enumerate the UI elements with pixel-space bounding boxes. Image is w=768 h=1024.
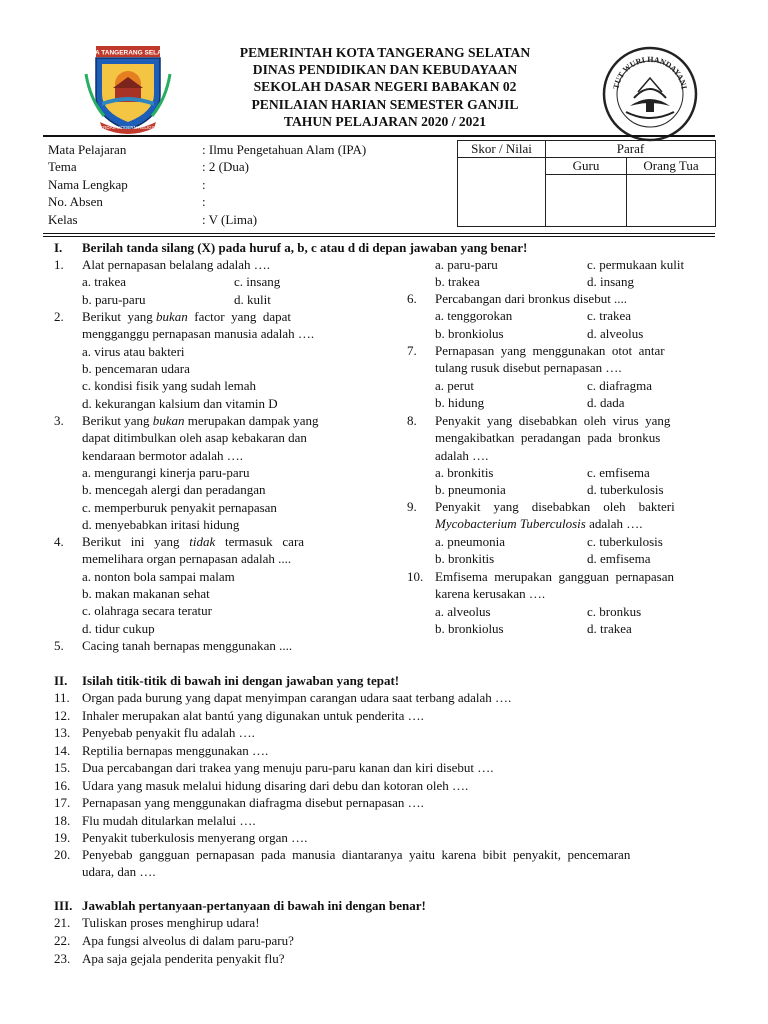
value-kelas: : V (Lima) (202, 212, 258, 227)
option-a[interactable]: a. tenggorokan (435, 308, 513, 323)
option-d[interactable]: d. menyebabkan iritasi hidung (82, 517, 240, 532)
option-d[interactable]: d. emfisema (587, 551, 651, 566)
option-d[interactable]: d. insang (587, 274, 634, 289)
score-table (457, 140, 716, 227)
item-number: 21. (54, 915, 71, 930)
value-mata-pelajaran: : Ilmu Pengetahuan Alam (IPA) (202, 142, 367, 157)
item-text: Tuliskan proses menghirup udara! (82, 915, 260, 930)
emphasis: bukan (156, 309, 188, 324)
question-10 (407, 568, 717, 638)
option-c[interactable]: c. insang (234, 274, 281, 289)
question-text-line-3: kendaraan bermotor adalah …. (82, 448, 243, 463)
text: Berikut ini yang (82, 534, 190, 549)
emphasis: bukan (152, 413, 185, 428)
question-6 (407, 290, 717, 342)
question-text-line-1: Penyebab gangguan pernapasan pada manusia diantaranya yaitu karena bibit penyakit, pencemaran (82, 847, 631, 862)
header-line-1: PEMERINTAH KOTA TANGERANG SELATAN (239, 45, 531, 60)
question-text-line-2: tulang rusuk disebut pernapasan …. (435, 360, 622, 375)
option-b[interactable]: b. bronkiolus (435, 621, 504, 636)
text: Berikut yang (82, 309, 157, 324)
value-tema: : 2 (Dua) (202, 159, 249, 174)
item-text: Penyakit tuberkulosis menyerang organ …. (82, 830, 308, 845)
option-b[interactable]: b. hidung (435, 395, 485, 410)
tut-wuri-handayani-logo (596, 40, 704, 148)
option-a[interactable]: a. virus atau bakteri (82, 344, 185, 359)
item-number: 18. (54, 812, 71, 828)
header-line-3: SEKOLAH DASAR NEGERI BABAKAN 02 (253, 79, 517, 95)
item-number: 19. (54, 830, 71, 845)
svg-text:TUT WURI HANDAYANI (611, 55, 688, 90)
list-item (54, 759, 494, 776)
item-number: 14. (54, 742, 71, 758)
question-text-line-2: mengganggu pernapasan manusia adalah …. (82, 326, 315, 341)
section-3-title: Jawablah pertanyaan-pertanyaan di bawah ini dengan benar! (82, 898, 426, 913)
text: Berikut yang (82, 413, 153, 428)
question-text: Alat pernapasan belalang adalah …. (82, 257, 271, 272)
item-text: Inhaler merupakan alat bantú yang digunakan untuk penderita …. (82, 707, 424, 723)
option-b[interactable]: b. pneumonia (435, 482, 506, 497)
school-header (180, 44, 590, 130)
emphasis: Mycobacterium Tuberculosis (435, 516, 586, 531)
question-number: 10. (407, 569, 424, 584)
question-2 (54, 308, 364, 412)
question-text-line-1 (82, 308, 364, 325)
question-text-line-2 (435, 515, 642, 532)
score-header: Skor / Nilai (458, 141, 546, 158)
option-a[interactable]: a. trakea (82, 274, 127, 289)
logo-left-motto: CERDAS MODERN RELIGIUS (96, 125, 160, 130)
divider-top (43, 233, 715, 234)
item-text: Apa saja gejala penderita penyakit flu? (82, 951, 285, 966)
option-c[interactable]: c. tuberkulosis (587, 534, 663, 549)
logo-right-text: TUT WURI HANDAYANI (611, 54, 689, 90)
question-number: 5. (54, 638, 64, 653)
option-c[interactable]: c. kondisi fisik yang sudah lemah (82, 378, 257, 393)
item-number: 11. (54, 690, 70, 705)
question-text-line-1: Penyakit yang disebabkan oleh virus yang (435, 413, 671, 428)
section-2-heading (54, 672, 399, 689)
option-b[interactable]: b. bronkitis (435, 551, 495, 566)
question-8 (407, 412, 717, 499)
item-text: Organ pada burung yang dapat menyimpan carangan udara saat terbang adalah …. (82, 690, 512, 705)
section-2-number: II. (54, 673, 68, 688)
list-item (54, 777, 468, 794)
section-2-title: Isilah titik-titik di bawah ini dengan jawaban yang tepat! (82, 673, 400, 688)
option-b[interactable]: b. makan makanan sehat (82, 586, 210, 601)
header-line-2: DINAS PENDIDIKAN DAN KEBUDAYAAN (252, 62, 518, 78)
item-text: Penyebab penyakit flu adalah …. (82, 725, 255, 740)
question-4 (54, 533, 364, 637)
item-text: Apa fungsi alveolus di dalam paru-paru? (82, 933, 294, 948)
label-no-absen: No. Absen (48, 194, 103, 209)
logo-left-text: KOTA TANGERANG SELATAN (82, 49, 174, 57)
text: factor yang dapat (187, 309, 292, 324)
option-a[interactable]: a. alveolus (435, 604, 491, 619)
question-text-line-1 (82, 412, 318, 429)
question-number: 20. (54, 847, 71, 862)
option-a[interactable]: a. paru-paru (435, 257, 498, 272)
orang-tua-header: Orang Tua (627, 158, 716, 175)
question-text-line-1: Penyakit yang disebabkan oleh bakteri (435, 499, 675, 514)
question-20 (54, 846, 716, 881)
question-number: 1. (54, 257, 64, 272)
orang-tua-signature-box[interactable] (627, 175, 716, 227)
label-tema: Tema (48, 159, 77, 174)
item-text: Reptilia bernapas menggunakan …. (82, 742, 269, 758)
value-nama-lengkap: : (202, 177, 206, 192)
item-text: Udara yang masuk melalui hidung disaring dari debu dan kotoran oleh …. (82, 777, 469, 793)
question-number: 2. (54, 309, 64, 324)
option-d[interactable]: d. trakea (587, 621, 632, 636)
list-item (54, 950, 285, 967)
option-c[interactable]: c. memperburuk penyakit pernapasan (82, 500, 277, 515)
question-text-line-2: karena kerusakan …. (435, 586, 546, 601)
question-5 (54, 637, 364, 654)
section-1-number: I. (54, 240, 63, 255)
header-line-4: PENILAIAN HARIAN SEMESTER GANJIL (251, 96, 519, 112)
option-a[interactable]: a. mengurangi kinerja paru-paru (82, 465, 250, 480)
header-divider (43, 135, 715, 137)
text: adalah …. (585, 516, 643, 531)
option-d[interactable]: d. alveolus (587, 326, 644, 341)
question-3 (54, 412, 364, 534)
question-number: 8. (407, 413, 417, 428)
emphasis: tidak (189, 534, 216, 549)
option-d[interactable]: d. kulit (234, 292, 271, 307)
value-no-absen: : (202, 194, 206, 209)
question-9 (407, 498, 717, 568)
option-c[interactable]: c. diafragma (587, 378, 652, 393)
list-item (54, 707, 424, 724)
section-3-number: III. (54, 898, 73, 913)
item-number: 16. (54, 777, 71, 793)
option-c[interactable]: c. olahraga secara teratur (82, 603, 212, 618)
text: termasuk cara (215, 534, 305, 549)
option-a[interactable]: a. perut (435, 378, 474, 393)
list-item (54, 812, 256, 829)
question-text-line-2: memelihara organ pernapasan adalah .... (82, 551, 292, 566)
question-text-line-1 (82, 533, 304, 550)
option-d[interactable]: d. tuberkulosis (587, 482, 664, 497)
option-b[interactable]: b. bronkiolus (435, 326, 504, 341)
question-number: 7. (407, 343, 417, 358)
item-text: Pernapasan yang menggunakan diafragma disebut pernapasan …. (82, 795, 424, 810)
divider-bottom (43, 236, 715, 237)
list-item (54, 829, 307, 846)
option-d[interactable]: d. tidur cukup (82, 621, 155, 636)
question-text: Percabangan dari bronkus disebut .... (435, 291, 628, 306)
list-item (54, 689, 511, 706)
option-a[interactable]: a. pneumonia (435, 534, 506, 549)
section-1-heading (54, 239, 527, 256)
option-b[interactable]: b. trakea (435, 274, 480, 289)
tangerang-selatan-logo (82, 44, 174, 136)
question-text-line-2: mengakibatkan peradangan pada bronkus (435, 430, 661, 445)
list-item (54, 724, 255, 741)
option-c[interactable]: c. permukaan kulit (587, 257, 685, 272)
text: merupakan dampak yang (184, 413, 319, 428)
option-a[interactable]: a. bronkitis (435, 465, 494, 480)
label-kelas: Kelas (48, 212, 78, 227)
question-text-line-2: dapat ditimbulkan oleh asap kebakaran dan (82, 430, 307, 445)
question-text-line-1: Emfisema merupakan gangguan pernapasan (435, 569, 674, 584)
item-number: 17. (54, 795, 71, 810)
item-number: 23. (54, 951, 71, 966)
option-d[interactable]: d. dada (587, 395, 625, 410)
item-text: Dua percabangan dari trakea yang menuju paru-paru kanan dan kiri disebut …. (82, 760, 494, 775)
guru-signature-box[interactable] (546, 175, 627, 227)
list-item (54, 742, 268, 759)
label-nama-lengkap: Nama Lengkap (48, 177, 128, 192)
question-1 (54, 256, 364, 308)
question-number: 3. (54, 413, 64, 428)
question-number: 6. (407, 291, 417, 306)
header-line-5: TAHUN PELAJARAN 2020 / 2021 (283, 113, 487, 129)
option-b[interactable]: b. paru-paru (82, 292, 146, 307)
option-a[interactable]: a. nonton bola sampai malam (82, 569, 235, 584)
list-item (54, 914, 260, 931)
item-text: Flu mudah ditularkan melalui …. (82, 812, 256, 828)
option-c[interactable]: c. trakea (587, 308, 632, 323)
list-item (54, 932, 294, 949)
option-b[interactable]: b. mencegah alergi dan peradangan (82, 482, 266, 497)
option-c[interactable]: c. bronkus (587, 604, 642, 619)
item-number: 13. (54, 725, 71, 740)
question-number: 4. (54, 534, 64, 549)
question-7 (407, 342, 717, 412)
list-item (54, 794, 424, 811)
label-mata-pelajaran: Mata Pelajaran (48, 142, 127, 157)
paraf-header: Paraf (546, 141, 716, 158)
item-number: 12. (54, 707, 71, 723)
section-2-list (54, 689, 716, 849)
question-text-line-1: Pernapasan yang menggunakan otot antar (435, 343, 665, 358)
item-number: 15. (54, 760, 71, 775)
question-text-line-3: adalah …. (435, 448, 489, 463)
question-5-options (407, 256, 717, 291)
section-3-list (54, 914, 716, 969)
question-text: Cacing tanah bernapas menggunakan .... (82, 638, 293, 653)
question-number: 9. (407, 499, 417, 514)
guru-header: Guru (546, 158, 627, 175)
option-c[interactable]: c. emfisema (587, 465, 650, 480)
option-b[interactable]: b. pencemaran udara (82, 361, 190, 376)
section-3-heading (54, 897, 426, 914)
question-text-line-2: udara, dan …. (82, 864, 156, 879)
score-box[interactable] (458, 158, 546, 227)
option-d[interactable]: d. kekurangan kalsium dan vitamin D (82, 396, 278, 411)
section-1-title: Berilah tanda silang (X) pada huruf a, b, c atau d di depan jawaban yang benar! (82, 240, 528, 255)
item-number: 22. (54, 933, 71, 948)
